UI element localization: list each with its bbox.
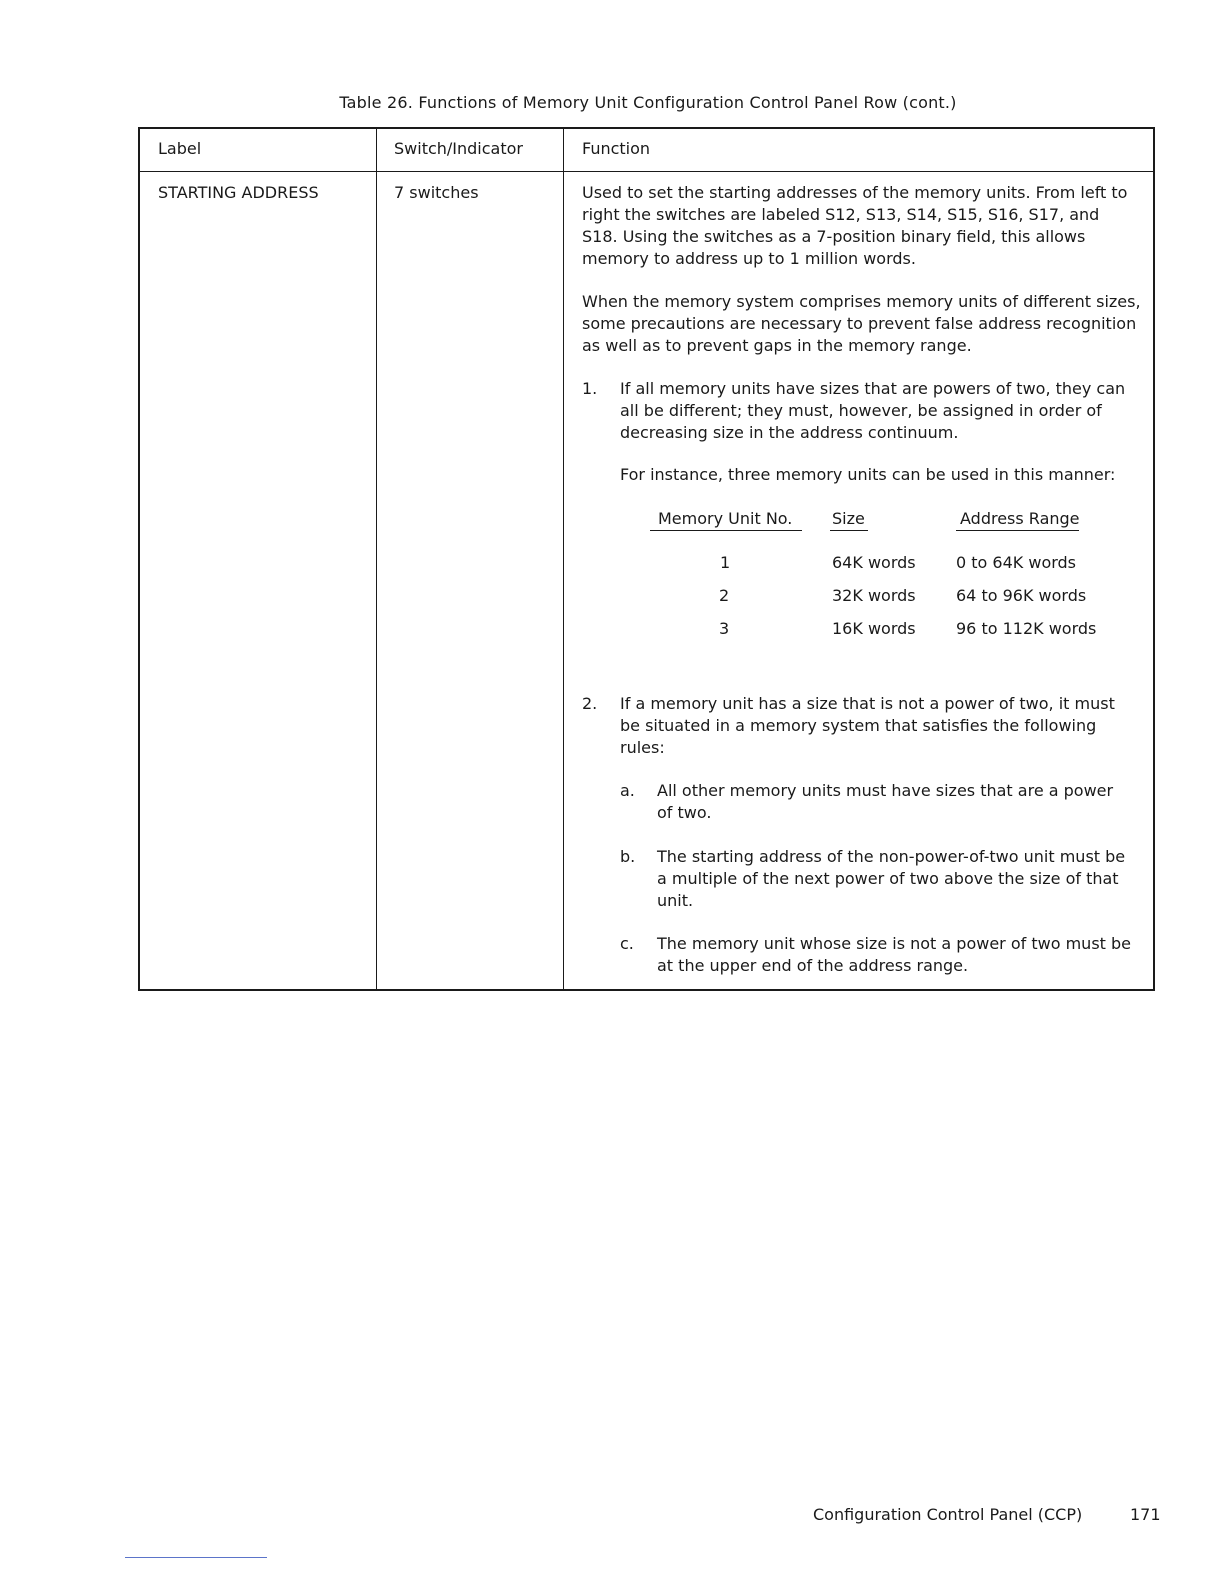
text-line: be situated in a memory system that satisfies the following bbox=[620, 716, 1097, 735]
header-function: Function bbox=[582, 139, 651, 158]
table-caption: Table 26. Functions of Memory Unit Configuration Control Panel Row (cont.) bbox=[339, 93, 957, 112]
header-underline bbox=[650, 530, 802, 531]
text-line: If all memory units have sizes that are powers of two, they can bbox=[620, 379, 1126, 398]
subtable-header-range: Address Range bbox=[960, 509, 1080, 528]
sublist-item-a bbox=[657, 780, 1142, 824]
text-line: of two. bbox=[657, 803, 712, 822]
text-line: as well as to prevent gaps in the memory range. bbox=[582, 336, 972, 355]
text-line: memory to address up to 1 million words. bbox=[582, 249, 916, 268]
unit-number: 1 bbox=[720, 553, 731, 572]
subtable-header-unit: Memory Unit No. bbox=[658, 509, 793, 528]
text-line: rules: bbox=[620, 738, 665, 757]
unit-number: 3 bbox=[719, 619, 730, 638]
text-line: decreasing size in the address continuum. bbox=[620, 423, 959, 442]
header-switch-indicator: Switch/Indicator bbox=[394, 139, 523, 158]
text-line: All other memory units must have sizes that are a power bbox=[657, 781, 1114, 800]
sublist-item-c bbox=[657, 933, 1142, 977]
unit-range: 0 to 64K words bbox=[956, 553, 1077, 572]
functions-table bbox=[138, 127, 1155, 991]
unit-range: 64 to 96K words bbox=[956, 586, 1087, 605]
unit-size: 64K words bbox=[832, 553, 916, 572]
row-switch: 7 switches bbox=[394, 183, 479, 202]
unit-range: 96 to 112K words bbox=[956, 619, 1097, 638]
unit-size: 16K words bbox=[832, 619, 916, 638]
page-number: 171 bbox=[1130, 1505, 1161, 1524]
column-divider bbox=[563, 129, 564, 989]
text-line: a multiple of the next power of two above the size of that bbox=[657, 869, 1119, 888]
header-label: Label bbox=[158, 139, 202, 158]
text-line: Used to set the starting addresses of the memory units. From left to bbox=[582, 183, 1128, 202]
unit-number: 2 bbox=[719, 586, 730, 605]
text-line: unit. bbox=[657, 891, 694, 910]
footer-rule bbox=[125, 1557, 267, 1558]
instance-text: For instance, three memory units can be used in this manner: bbox=[620, 465, 1116, 484]
text-line: The memory unit whose size is not a power of two must be bbox=[657, 934, 1132, 953]
text-line: When the memory system comprises memory units of different sizes, bbox=[582, 292, 1141, 311]
header-underline bbox=[830, 530, 868, 531]
function-paragraph-2 bbox=[582, 291, 1142, 357]
column-divider bbox=[376, 129, 377, 989]
text-line: at the upper end of the address range. bbox=[657, 956, 969, 975]
list-item-1-text bbox=[620, 378, 1140, 444]
unit-size: 32K words bbox=[832, 586, 916, 605]
text-line: The starting address of the non-power-of-two unit must be bbox=[657, 847, 1126, 866]
list-number: 2. bbox=[582, 694, 598, 713]
text-line: S18. Using the switches as a 7-position binary field, this allows bbox=[582, 227, 1086, 246]
header-divider bbox=[140, 171, 1153, 172]
list-number: 1. bbox=[582, 379, 598, 398]
sublist-item-b bbox=[657, 846, 1142, 912]
sublist-letter: a. bbox=[620, 781, 635, 800]
text-line: right the switches are labeled S12, S13, S14, S15, S16, S17, and bbox=[582, 205, 1100, 224]
header-underline bbox=[956, 530, 1079, 531]
function-paragraph-1 bbox=[582, 182, 1142, 270]
row-label: STARTING ADDRESS bbox=[158, 183, 319, 202]
text-line: all be different; they must, however, be assigned in order of bbox=[620, 401, 1102, 420]
sublist-letter: c. bbox=[620, 934, 634, 953]
text-line: If a memory unit has a size that is not a power of two, it must bbox=[620, 694, 1115, 713]
sublist-letter: b. bbox=[620, 847, 636, 866]
list-item-2-text bbox=[620, 693, 1140, 759]
subtable-header-size: Size bbox=[832, 509, 865, 528]
footer-section-title: Configuration Control Panel (CCP) bbox=[813, 1505, 1083, 1524]
text-line: some precautions are necessary to prevent false address recognition bbox=[582, 314, 1137, 333]
